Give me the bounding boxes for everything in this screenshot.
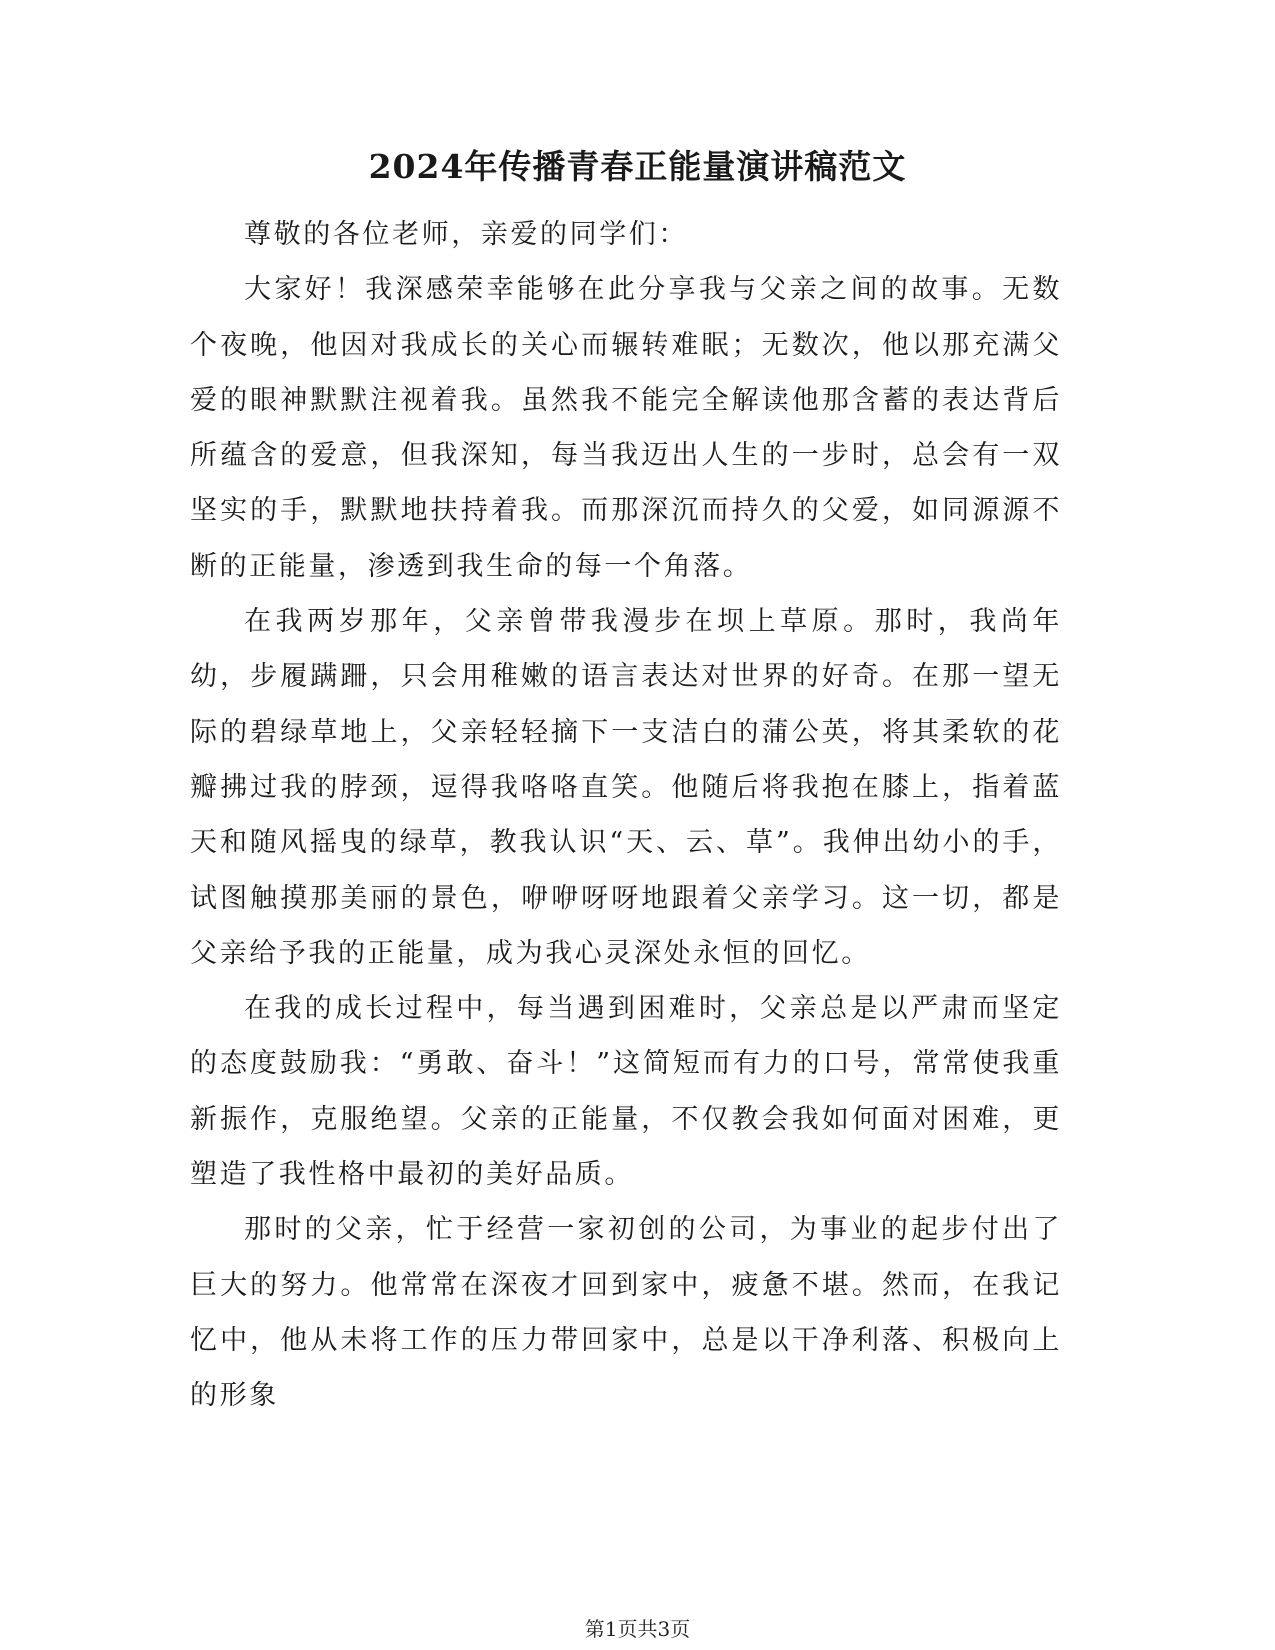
body-paragraph: 那时的父亲，忙于经营一家初创的公司，为事业的起步付出了巨大的努力。他常常在深夜才回到家中，疲惫不堪。然而，在我记忆中，他从未将工作的压力带回家中，总是以干净利落、积极向上的形象: [190, 1214, 1062, 1412]
salutation-paragraph: 尊敬的各位老师，亲爱的同学们：: [244, 219, 688, 250]
body-paragraph: 在我的成长过程中，每当遇到困难时，父亲总是以严肃而坚定的态度鼓励我：“勇敢、奋斗！”这简短而有力的口号，常常使我重新振作，克服绝望。父亲的正能量，不仅教会我如何面对困难，更塑造了我性格中最初的美好品质。: [190, 993, 1062, 1191]
document-title: 2024年传播青春正能量演讲稿范文: [368, 147, 907, 186]
document-body: [190, 207, 1062, 1424]
body-paragraph: 在我两岁那年，父亲曾带我漫步在坝上草原。那时，我尚年幼，步履蹒跚，只会用稚嫩的语言表达对世界的好奇。在那一望无际的碧绿草地上，父亲轻轻摘下一支洁白的蒲公英，将其柔软的花瓣拂过我的脖颈，逗得我咯咯直笑。他随后将我抱在膝上，指着蓝天和随风摇曳的绿草，教我认识“天、云、草”。我伸出幼小的手，试图触摸那美丽的景色，咿咿呀呀地跟着父亲学习。这一切，都是父亲给予我的正能量，成为我心灵深处永恒的回忆。: [190, 606, 1062, 969]
body-paragraph: 大家好！我深感荣幸能够在此分享我与父亲之间的故事。无数个夜晚，他因对我成长的关心而辗转难眠；无数次，他以那充满父爱的眼神默默注视着我。虽然我不能完全解读他那含蓄的表达背后所蕴含的爱意，但我深知，每当我迈出人生的一步时，总会有一双坚实的手，默默地扶持着我。而那深沉而持久的父爱，如同源源不断的正能量，渗透到我生命的每一个角落。: [190, 274, 1062, 582]
page-number-footer: 第1页共3页: [584, 1617, 691, 1641]
